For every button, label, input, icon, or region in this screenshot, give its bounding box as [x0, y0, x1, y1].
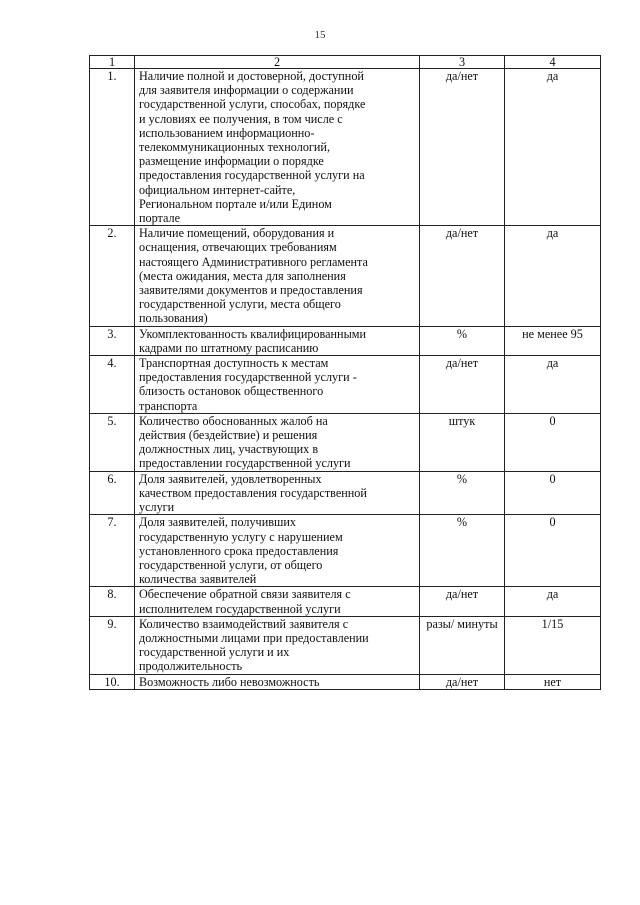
indicator-text-line: установленного срока предоставления	[139, 543, 339, 558]
indicator-value: 1/15	[505, 616, 601, 674]
indicator-text-line: Наличие полной и достоверной, доступной	[139, 69, 364, 83]
indicator-text-line: государственной услуги и их	[139, 645, 290, 660]
unit-of-measure: да/нет	[420, 356, 505, 414]
row-number: 3.	[90, 326, 135, 355]
table-row	[90, 515, 601, 587]
indicator-text-line: транспорта	[139, 398, 198, 413]
indicator-text	[135, 587, 420, 616]
row-number: 10.	[90, 674, 135, 689]
indicator-text-line: Укомплектованность квалифицированными	[139, 326, 367, 341]
unit-of-measure: %	[420, 471, 505, 515]
row-number: 1.	[90, 69, 135, 226]
indicator-text-line: Доля заявителей, получивших	[139, 515, 296, 530]
indicator-value: да	[505, 356, 601, 414]
unit-of-measure: %	[420, 326, 505, 355]
table-row	[90, 674, 601, 689]
column-header-3: 3	[420, 56, 505, 69]
indicator-text-line: государственной услуги, от общего	[139, 557, 323, 572]
row-number: 4.	[90, 356, 135, 414]
indicator-value: 0	[505, 515, 601, 587]
unit-of-measure: разы/ минуты	[420, 616, 505, 674]
row-number: 8.	[90, 587, 135, 616]
page-number: 15	[314, 29, 326, 41]
indicator-text-line: использованием информационно-	[139, 125, 315, 140]
indicator-text-line: должностными лицами при предоставлении	[139, 630, 369, 645]
indicator-text-line: Доля заявителей, удовлетворенных	[139, 471, 322, 486]
indicator-value: да	[505, 226, 601, 326]
indicator-value: да	[505, 587, 601, 616]
indicator-text	[135, 356, 420, 414]
row-number: 5.	[90, 413, 135, 471]
row-number: 6.	[90, 471, 135, 515]
indicator-value: не менее 95	[505, 326, 601, 355]
indicator-text-line: продолжительность	[139, 659, 243, 674]
unit-of-measure: штук	[420, 413, 505, 471]
indicator-text-line: качеством предоставления государственной	[139, 485, 367, 500]
indicator-text-line: Региональном портале и/или Едином	[139, 196, 332, 211]
table-row	[90, 69, 601, 226]
indicator-text	[135, 226, 420, 326]
column-header-1: 1	[90, 56, 135, 69]
indicator-text-line: для заявителя информации о содержании	[139, 83, 354, 98]
indicator-text-line: оснащения, отвечающих требованиям	[139, 240, 337, 255]
unit-of-measure: да/нет	[420, 674, 505, 689]
indicator-text-line: предоставления государственной услуги на	[139, 168, 365, 183]
indicator-value: да	[505, 69, 601, 226]
row-number: 7.	[90, 515, 135, 587]
table-row	[90, 616, 601, 674]
indicator-value: 0	[505, 471, 601, 515]
table-header-row	[90, 56, 601, 69]
indicator-text-line: Возможность либо невозможность	[139, 674, 320, 689]
indicator-text-line: предоставления государственной услуги -	[139, 370, 357, 385]
indicator-text-line: государственную услугу с нарушением	[139, 529, 343, 544]
indicator-text-line: официальном интернет-сайте,	[139, 182, 296, 197]
indicator-text-line: Количество обоснованных жалоб на	[139, 413, 328, 428]
indicator-text-line: размещение информации о порядке	[139, 154, 324, 169]
indicator-text-line: пользования)	[139, 311, 208, 326]
indicator-value: нет	[505, 674, 601, 689]
indicator-value: 0	[505, 413, 601, 471]
indicator-text-line: исполнителем государственной услуги	[139, 601, 341, 616]
indicator-text-line: количества заявителей	[139, 572, 257, 587]
unit-of-measure: %	[420, 515, 505, 587]
indicator-text	[135, 515, 420, 587]
indicator-text-line: (места ожидания, места для заполнения	[139, 268, 346, 283]
indicators-table	[89, 55, 601, 690]
indicator-text-line: государственной услуги, способах, порядке	[139, 97, 366, 112]
table-row	[90, 413, 601, 471]
unit-of-measure: да/нет	[420, 226, 505, 326]
indicator-text	[135, 69, 420, 226]
unit-of-measure: да/нет	[420, 69, 505, 226]
indicator-text	[135, 326, 420, 355]
indicator-text	[135, 471, 420, 515]
indicator-text-line: портале	[139, 211, 181, 226]
column-header-2: 2	[135, 56, 420, 69]
indicator-text	[135, 674, 420, 689]
indicator-text-line: Наличие помещений, оборудования и	[139, 226, 335, 241]
indicator-text-line: государственной услуги, места общего	[139, 297, 341, 312]
table-row	[90, 226, 601, 326]
row-number: 2.	[90, 226, 135, 326]
indicator-text-line: Обеспечение обратной связи заявителя с	[139, 587, 351, 602]
table-row	[90, 471, 601, 515]
indicator-text-line: Количество взаимодействий заявителя с	[139, 616, 349, 631]
indicator-text-line: услуги	[139, 500, 175, 515]
indicator-text-line: и условиях ее получения, в том числе с	[139, 111, 343, 126]
row-number: 9.	[90, 616, 135, 674]
indicator-text-line: заявителями документов и предоставления	[139, 283, 363, 298]
indicator-text-line: телекоммуникационных технологий,	[139, 140, 330, 155]
column-header-4: 4	[505, 56, 601, 69]
indicator-text	[135, 616, 420, 674]
indicator-text-line: действия (бездействие) и решения	[139, 428, 318, 443]
indicator-text-line: Транспортная доступность к местам	[139, 356, 329, 371]
indicator-text-line: кадрами по штатному расписанию	[139, 340, 319, 355]
unit-of-measure: да/нет	[420, 587, 505, 616]
indicator-text	[135, 413, 420, 471]
indicator-text-line: предоставлении государственной услуги	[139, 456, 351, 471]
table-row	[90, 326, 601, 355]
indicator-text-line: настоящего Административного регламента	[139, 254, 368, 269]
table-row	[90, 356, 601, 414]
indicator-text-line: должностных лиц, участвующих в	[139, 442, 319, 457]
table-row	[90, 587, 601, 616]
indicator-text-line: близость остановок общественного	[139, 384, 324, 399]
